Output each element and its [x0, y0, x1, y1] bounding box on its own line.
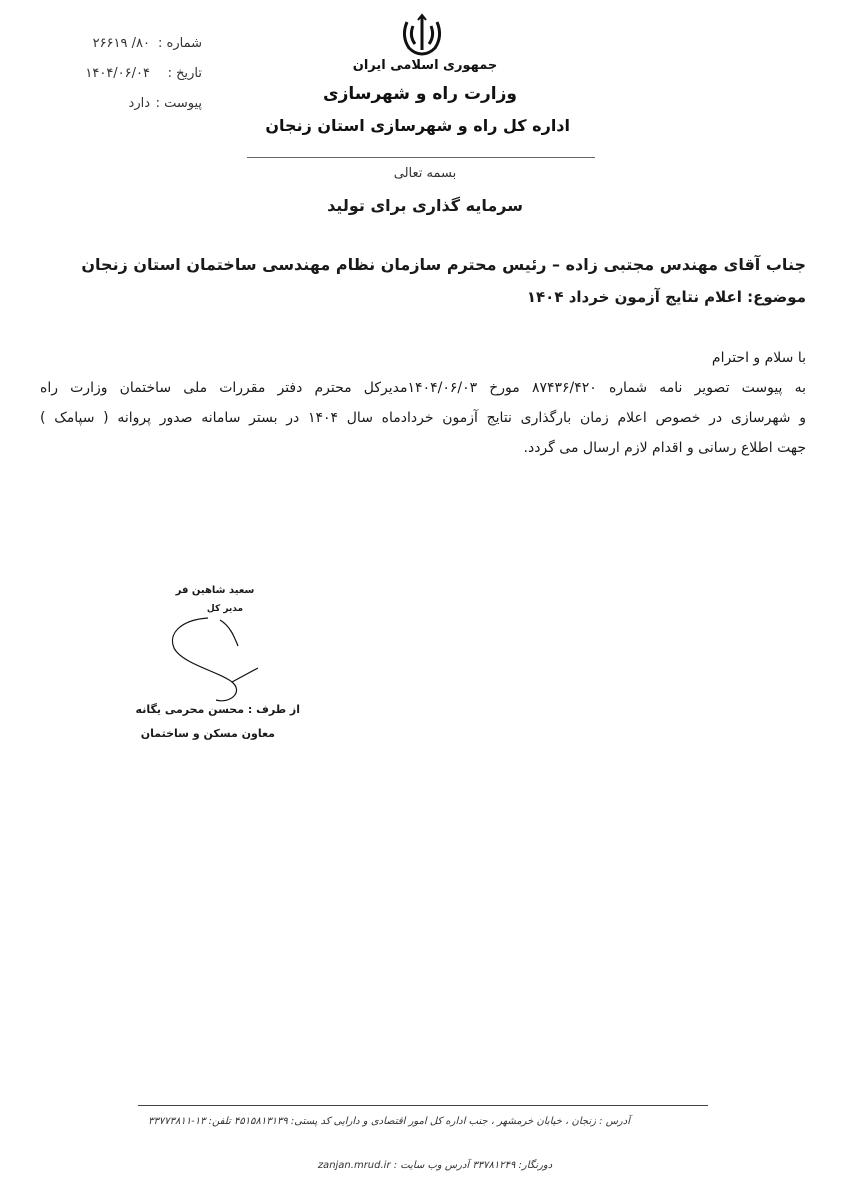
signer-on-behalf: از طرف : محسن محرمی یگانه	[135, 703, 300, 716]
letter-number	[40, 36, 202, 51]
date-label: تاریخ :	[167, 66, 202, 81]
attachment-label: پیوست :	[155, 96, 202, 111]
iran-emblem-icon	[399, 12, 445, 58]
header-divider	[247, 157, 595, 158]
signer-name: سعید شاهین فر	[175, 585, 255, 596]
motto: سرمایه گذاری برای تولید	[327, 196, 523, 215]
letter-date	[40, 66, 202, 81]
greeting: با سلام و احترام	[711, 350, 806, 366]
subject-line: موضوع: اعلام نتایج آزمون خرداد ۱۴۰۴	[526, 288, 806, 306]
body-line-2: و شهرسازی در خصوص اعلام زمان بارگذاری نتایج آزمون خردادماه سال ۱۴۰۴ در بستر سامانه صدور پروانه ( سپامک )	[40, 410, 807, 426]
attachment-value: دارد	[128, 96, 150, 111]
footer-divider	[138, 1105, 708, 1106]
footer-address: آدرس : زنجان ، خیابان خرمشهر ، جنب اداره کل امور اقتصادی و دارایی کد پستی: ۴۵۱۵۸۱۳۱۳۹ تلفن: ۱۳-۳۳۷۷۳۸۱۱	[148, 1116, 630, 1127]
number-value: ۸۰/ ۲۶۶۱۹	[92, 36, 150, 51]
country-name: جمهوری اسلامی ایران	[352, 58, 498, 73]
date-value: ۱۴۰۴/۰۶/۰۴	[85, 66, 150, 81]
body-line-3: جهت اطلاع رسانی و اقدام لازم ارسال می گردد.	[523, 440, 806, 456]
handwritten-signature	[160, 612, 280, 712]
signer-title: مدیر کل	[206, 604, 244, 614]
footer-website: دورنگار: ۳۳۷۸۱۲۴۹ آدرس وب سایت : zanjan.mrud.ir	[317, 1160, 553, 1171]
letter-attachment	[40, 96, 202, 111]
ministry-name: وزارت راه و شهرسازی	[322, 84, 517, 104]
body-line-1: به پیوست تصویر نامه شماره ۸۷۴۳۶/۴۲۰ مورخ ۱۴۰۴/۰۶/۰۳مدیرکل محترم دفتر مقررات ملی ساختمان وزارت راه	[40, 380, 806, 396]
signer-role: معاون مسکن و ساختمان	[140, 727, 275, 740]
bismillah: بسمه تعالی	[393, 166, 457, 181]
number-label: شماره :	[158, 36, 202, 51]
office-name: اداره کل راه و شهرسازی استان زنجان	[265, 116, 570, 135]
recipient-line: جناب آقای مهندس مجتبی زاده – رئیس محترم سازمان نظام مهندسی ساختمان استان زنجان	[81, 255, 806, 274]
